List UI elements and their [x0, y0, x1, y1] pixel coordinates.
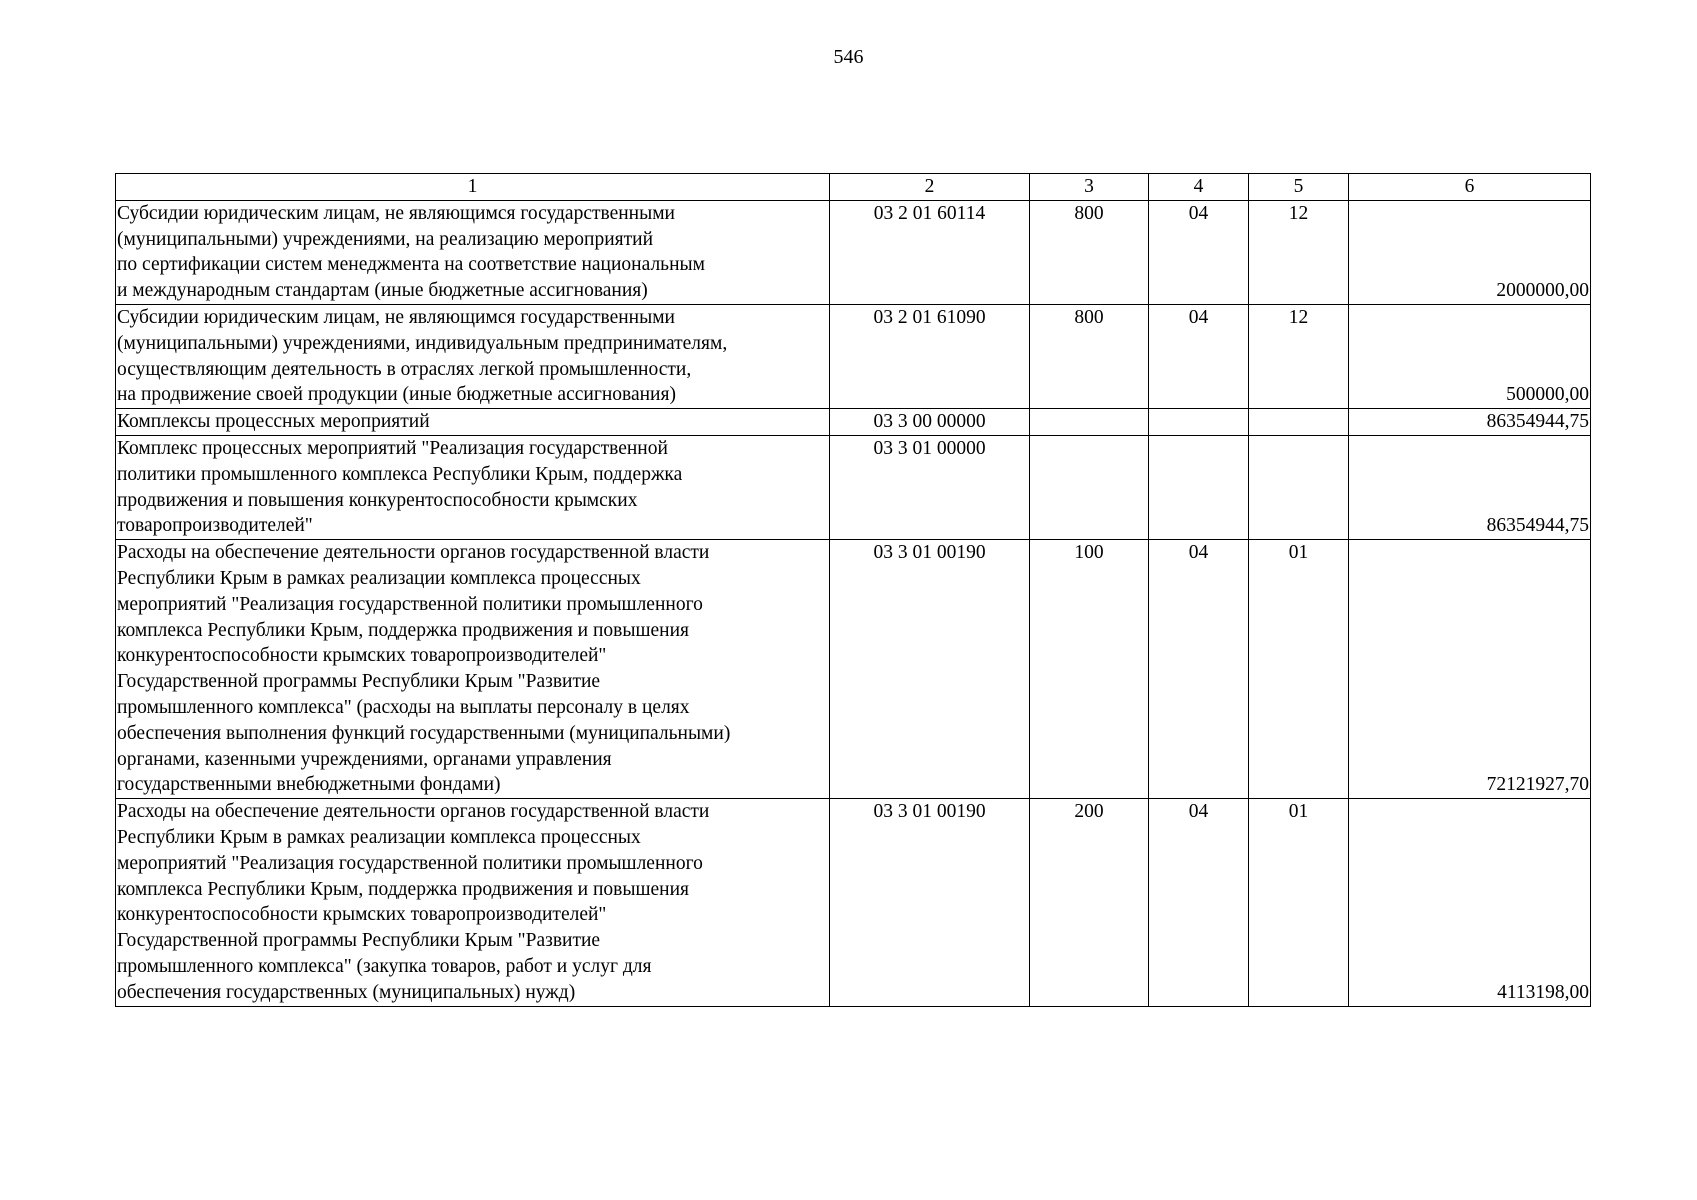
amount: 2000000,00 [1349, 200, 1591, 304]
section-code [1149, 409, 1249, 436]
table-row [116, 540, 1591, 799]
section-code: 04 [1149, 799, 1249, 1006]
expense-type-code [1030, 435, 1149, 539]
expense-name: Комплексы процессных мероприятий [116, 409, 830, 436]
expense-name: Комплекс процессных мероприятий "Реализация государственной политики промышленного комплекса Республики Крым, поддержка продвижения и повышения конкурентоспособности крымских товаропроизводителей" [116, 435, 830, 539]
expense-type-code: 800 [1030, 304, 1149, 408]
subsection-code [1249, 435, 1349, 539]
expense-type-code: 100 [1030, 540, 1149, 799]
amount: 72121927,70 [1349, 540, 1591, 799]
expense-type-code [1030, 409, 1149, 436]
subsection-code: 01 [1249, 799, 1349, 1006]
expense-name: Субсидии юридическим лицам, не являющимся государственными (муниципальными) учреждениями, на реализацию мероприятий по сертификации систем менеджмента на соответствие национальным и международным стандартам (иные бюджетные ассигнования) [116, 200, 830, 304]
header-row [116, 174, 1591, 201]
expense-name: Расходы на обеспечение деятельности органов государственной власти Республики Крым в рамках реализации комплекса процессных мероприятий "Реализация государственной политики промышленного комплекса Республики Крым, поддержка продвижения и повышения конкурентоспособности крымских товаропроизводителей" Государственной программы Республики Крым "Развитие промышленного комплекса" (закупка товаров, работ и услуг для обеспечения государственных (муниципальных) нужд) [116, 799, 830, 1006]
column-header: 4 [1149, 174, 1249, 201]
subsection-code [1249, 409, 1349, 436]
column-header: 5 [1249, 174, 1349, 201]
column-header: 6 [1349, 174, 1591, 201]
section-code: 04 [1149, 304, 1249, 408]
target-article-code: 03 2 01 60114 [830, 200, 1030, 304]
table-row [116, 799, 1591, 1006]
amount: 86354944,75 [1349, 409, 1591, 436]
target-article-code: 03 3 00 00000 [830, 409, 1030, 436]
expense-name: Субсидии юридическим лицам, не являющимся государственными (муниципальными) учреждениями, индивидуальным предпринимателям, осуществляющим деятельность в отраслях легкой промышленности, на продвижение своей продукции (иные бюджетные ассигнования) [116, 304, 830, 408]
table-row [116, 409, 1591, 436]
target-article-code: 03 3 01 00190 [830, 799, 1030, 1006]
expense-type-code: 200 [1030, 799, 1149, 1006]
table-row [116, 304, 1591, 408]
target-article-code: 03 2 01 61090 [830, 304, 1030, 408]
section-code: 04 [1149, 540, 1249, 799]
amount: 4113198,00 [1349, 799, 1591, 1006]
expense-name: Расходы на обеспечение деятельности органов государственной власти Республики Крым в рамках реализации комплекса процессных мероприятий "Реализация государственной политики промышленного комплекса Республики Крым, поддержка продвижения и повышения конкурентоспособности крымских товаропроизводителей" Государственной программы Республики Крым "Развитие промышленного комплекса" (расходы на выплаты персоналу в целях обеспечения выполнения функций государственными (муниципальными) органами, казенными учреждениями, органами управления государственными внебюджетными фондами) [116, 540, 830, 799]
column-header: 2 [830, 174, 1030, 201]
amount: 86354944,75 [1349, 435, 1591, 539]
column-header: 1 [116, 174, 830, 201]
section-code: 04 [1149, 200, 1249, 304]
page-number: 546 [833, 46, 864, 68]
target-article-code: 03 3 01 00000 [830, 435, 1030, 539]
table-row [116, 435, 1591, 539]
subsection-code: 01 [1249, 540, 1349, 799]
subsection-code: 12 [1249, 200, 1349, 304]
section-code [1149, 435, 1249, 539]
column-header: 3 [1030, 174, 1149, 201]
amount: 500000,00 [1349, 304, 1591, 408]
budget-table [115, 173, 1591, 1007]
table-row [116, 200, 1591, 304]
target-article-code: 03 3 01 00190 [830, 540, 1030, 799]
subsection-code: 12 [1249, 304, 1349, 408]
expense-type-code: 800 [1030, 200, 1149, 304]
